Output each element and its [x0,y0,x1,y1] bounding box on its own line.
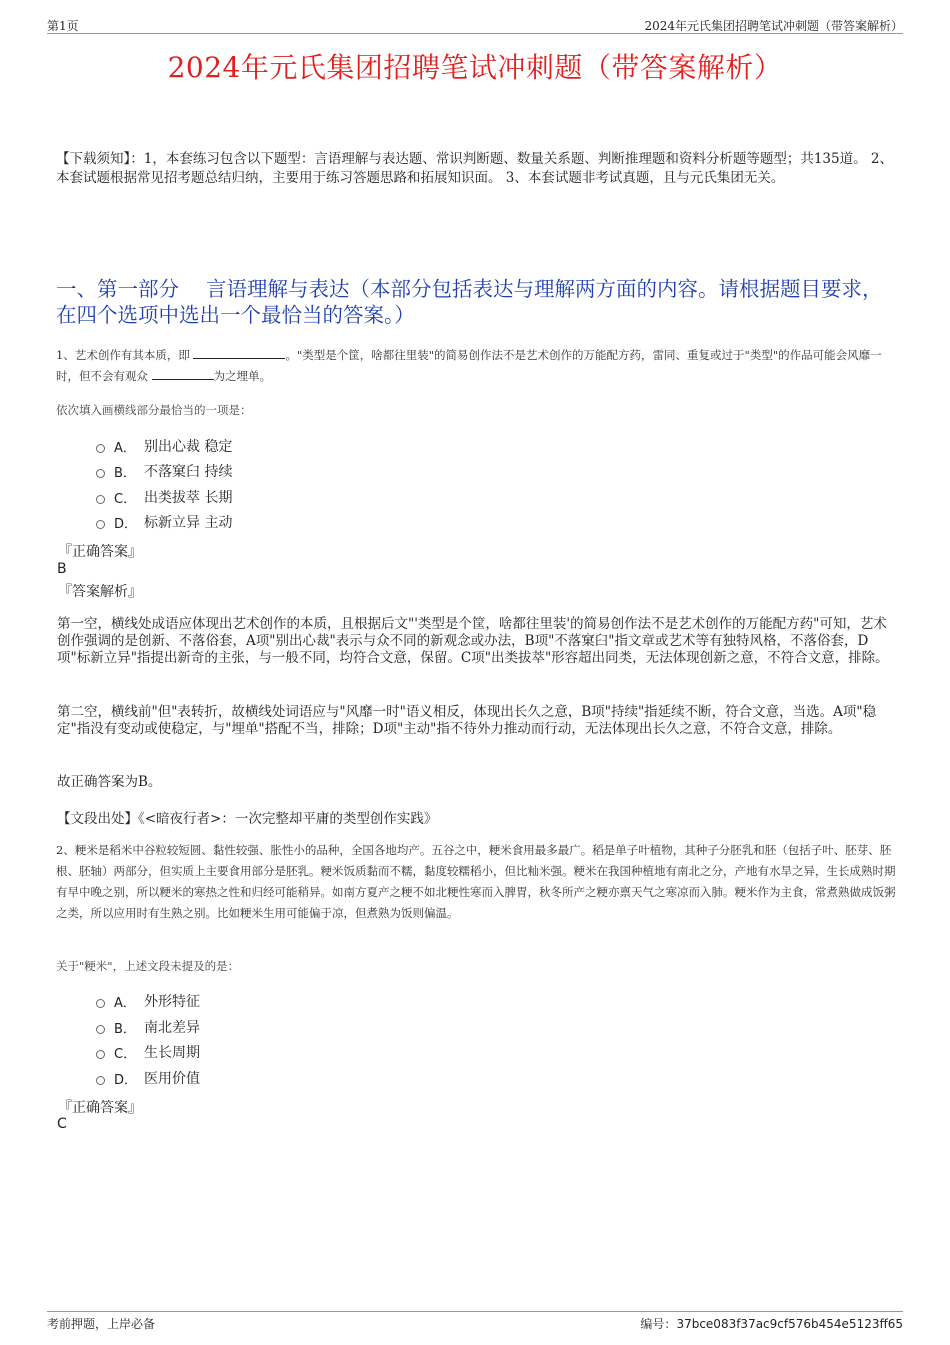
blank-2 [152,366,214,380]
option-letter: C． [114,1046,137,1062]
q2-option-b[interactable] [96,1017,200,1037]
q1-answer-label: 『正确答案』 [58,544,142,560]
question-1-text-part-a: 1、艺术创作有其本质，即 [56,348,190,362]
question-1-text-part-b: 。"类型是个筐，啥都往里装"的简易创作法不是艺术创作的万能配方药，雷同、重复或过于"类型"的作品可能会风靡一时，但不会有观众 [56,348,882,383]
header-doc-title: 2024年元氏集团招聘笔试冲刺题（带答案解析） [644,19,903,33]
q1-analysis-label: 『答案解析』 [58,584,142,600]
q1-source: 【文段出处】《<暗夜行者>：一次完整却平庸的类型创作实践》 [57,811,438,827]
question-1-text-part-c: 为之埋单。 [213,369,272,383]
radio-icon[interactable] [96,1076,105,1085]
page-title: 2024年元氏集团招聘笔试冲刺题（带答案解析） [167,51,783,84]
radio-icon[interactable] [96,520,105,529]
footer-slogan: 考前押题，上岸必备 [47,1317,156,1331]
q1-analysis-paragraph-2: 第二空，横线前"但"表转折，故横线处词语应与"风靡一时"语义相反，体现出长久之意，B项"持续"指延续不断，符合文意，当选。A项"稳定"指没有变动或使稳定，与"埋单"搭配不当，排除；D项"主动"指不待外力推动而行动，无法体现出长久之意，不符合文意，排除。 [57,704,877,737]
q2-answer-label: 『正确答案』 [58,1100,142,1116]
page-number: 第1页 [47,19,79,33]
option-letter: B． [114,1021,136,1037]
q1-option-b[interactable] [96,461,232,481]
blank-1 [193,345,285,359]
footer-code-value: 37bce083f37ac9cf576b454e5123ff65 [676,1317,903,1331]
q1-conclusion: 故正确答案为B。 [57,774,162,790]
option-letter: A． [114,440,136,456]
radio-icon[interactable] [96,1050,105,1059]
footer-code [640,1315,903,1332]
radio-icon[interactable] [96,444,105,453]
radio-icon[interactable] [96,999,105,1008]
option-text: 生长周期 [144,1045,200,1061]
option-text: 出类拔萃 长期 [144,490,233,506]
section-title: 一、第一部分 言语理解与表达（本部分包括表达与理解两方面的内容。请根据题目要求，在四个选项中选出一个最恰当的答案。） [56,277,883,327]
option-text: 外形特征 [144,994,200,1010]
option-text: 别出心裁 稳定 [144,439,233,455]
q1-option-d[interactable] [96,512,232,532]
radio-icon[interactable] [96,469,105,478]
question-1-prompt: 依次填入画横线部分最恰当的一项是： [56,403,252,417]
option-letter: A． [114,995,136,1011]
q2-option-c[interactable] [96,1042,200,1062]
download-notice: 【下载须知】：1，本套练习包含以下题型：言语理解与表达题、常识判断题、数量关系题、判断推理题和资料分析题等题型；共135道。 2、本套试题根据常见招考题总结归纳，主要用于练习答题思路和拓展知识面。 3、本套试题非考试真题，且与元氏集团无关。 [56,151,893,186]
option-text: 医用价值 [144,1071,200,1087]
q1-option-a[interactable] [96,436,232,456]
q2-option-d[interactable] [96,1068,200,1088]
option-letter: C． [114,491,137,507]
radio-icon[interactable] [96,1025,105,1034]
radio-icon[interactable] [96,495,105,504]
q1-answer: B [57,561,67,577]
footer-divider [47,1311,903,1312]
footer-code-label: 编号： [640,1317,677,1331]
option-text: 不落窠臼 持续 [144,464,233,480]
q2-answer: C [57,1116,67,1132]
q2-option-a[interactable] [96,991,200,1011]
q1-option-c[interactable] [96,487,232,507]
option-text: 南北差异 [144,1020,200,1036]
option-letter: D． [114,1072,138,1088]
question-1-text [56,345,898,387]
option-letter: D． [114,516,138,532]
question-2-text: 2、粳米是稻米中谷粒较短圆、黏性较强、胀性小的品种，全国各地均产。五谷之中，粳米食用最多最广。稻是单子叶植物，其种子分胚乳和胚（包括子叶、胚芽、胚根、胚轴）两部分，但实质上主要食用部分是胚乳。粳米饭质黏而不糯，黏度较糯稻小，但比籼米强。粳米在我国种植地有南北之分，产地有水旱之异，生长成熟时期有早中晚之别，所以粳米的寒热之性和归经可能稍异。如南方夏产之粳不如北粳性寒而入脾胃，秋冬所产之粳亦禀天气之寒凉而入肺。粳米作为主食，常煮熟做成饭粥之类，所以应用时有生熟之别。比如粳米生用可能偏于凉，但煮熟为饭则偏温。 [56,843,896,920]
header-divider [47,33,903,34]
option-letter: B． [114,465,136,481]
option-text: 标新立异 主动 [144,515,233,531]
q1-analysis-paragraph-1: 第一空，横线处成语应体现出艺术创作的本质，且根据后文"'类型是个筐，啥都往里装'的简易创作法不是艺术创作的万能配方药"可知，艺术创作强调的是创新、不落俗套，A项"别出心裁"表示与众不同的新观念或办法，B项"不落窠臼"指文章或艺术等有独特风格，不落俗套，D项"标新立异"指提出新奇的主张，与一般不同，均符合文意，保留。C项"出类拔萃"形容超出同类，无法体现创新之意，不符合文意，排除。 [57,616,889,666]
question-2-prompt: 关于"粳米"，上述文段未提及的是： [56,959,240,973]
